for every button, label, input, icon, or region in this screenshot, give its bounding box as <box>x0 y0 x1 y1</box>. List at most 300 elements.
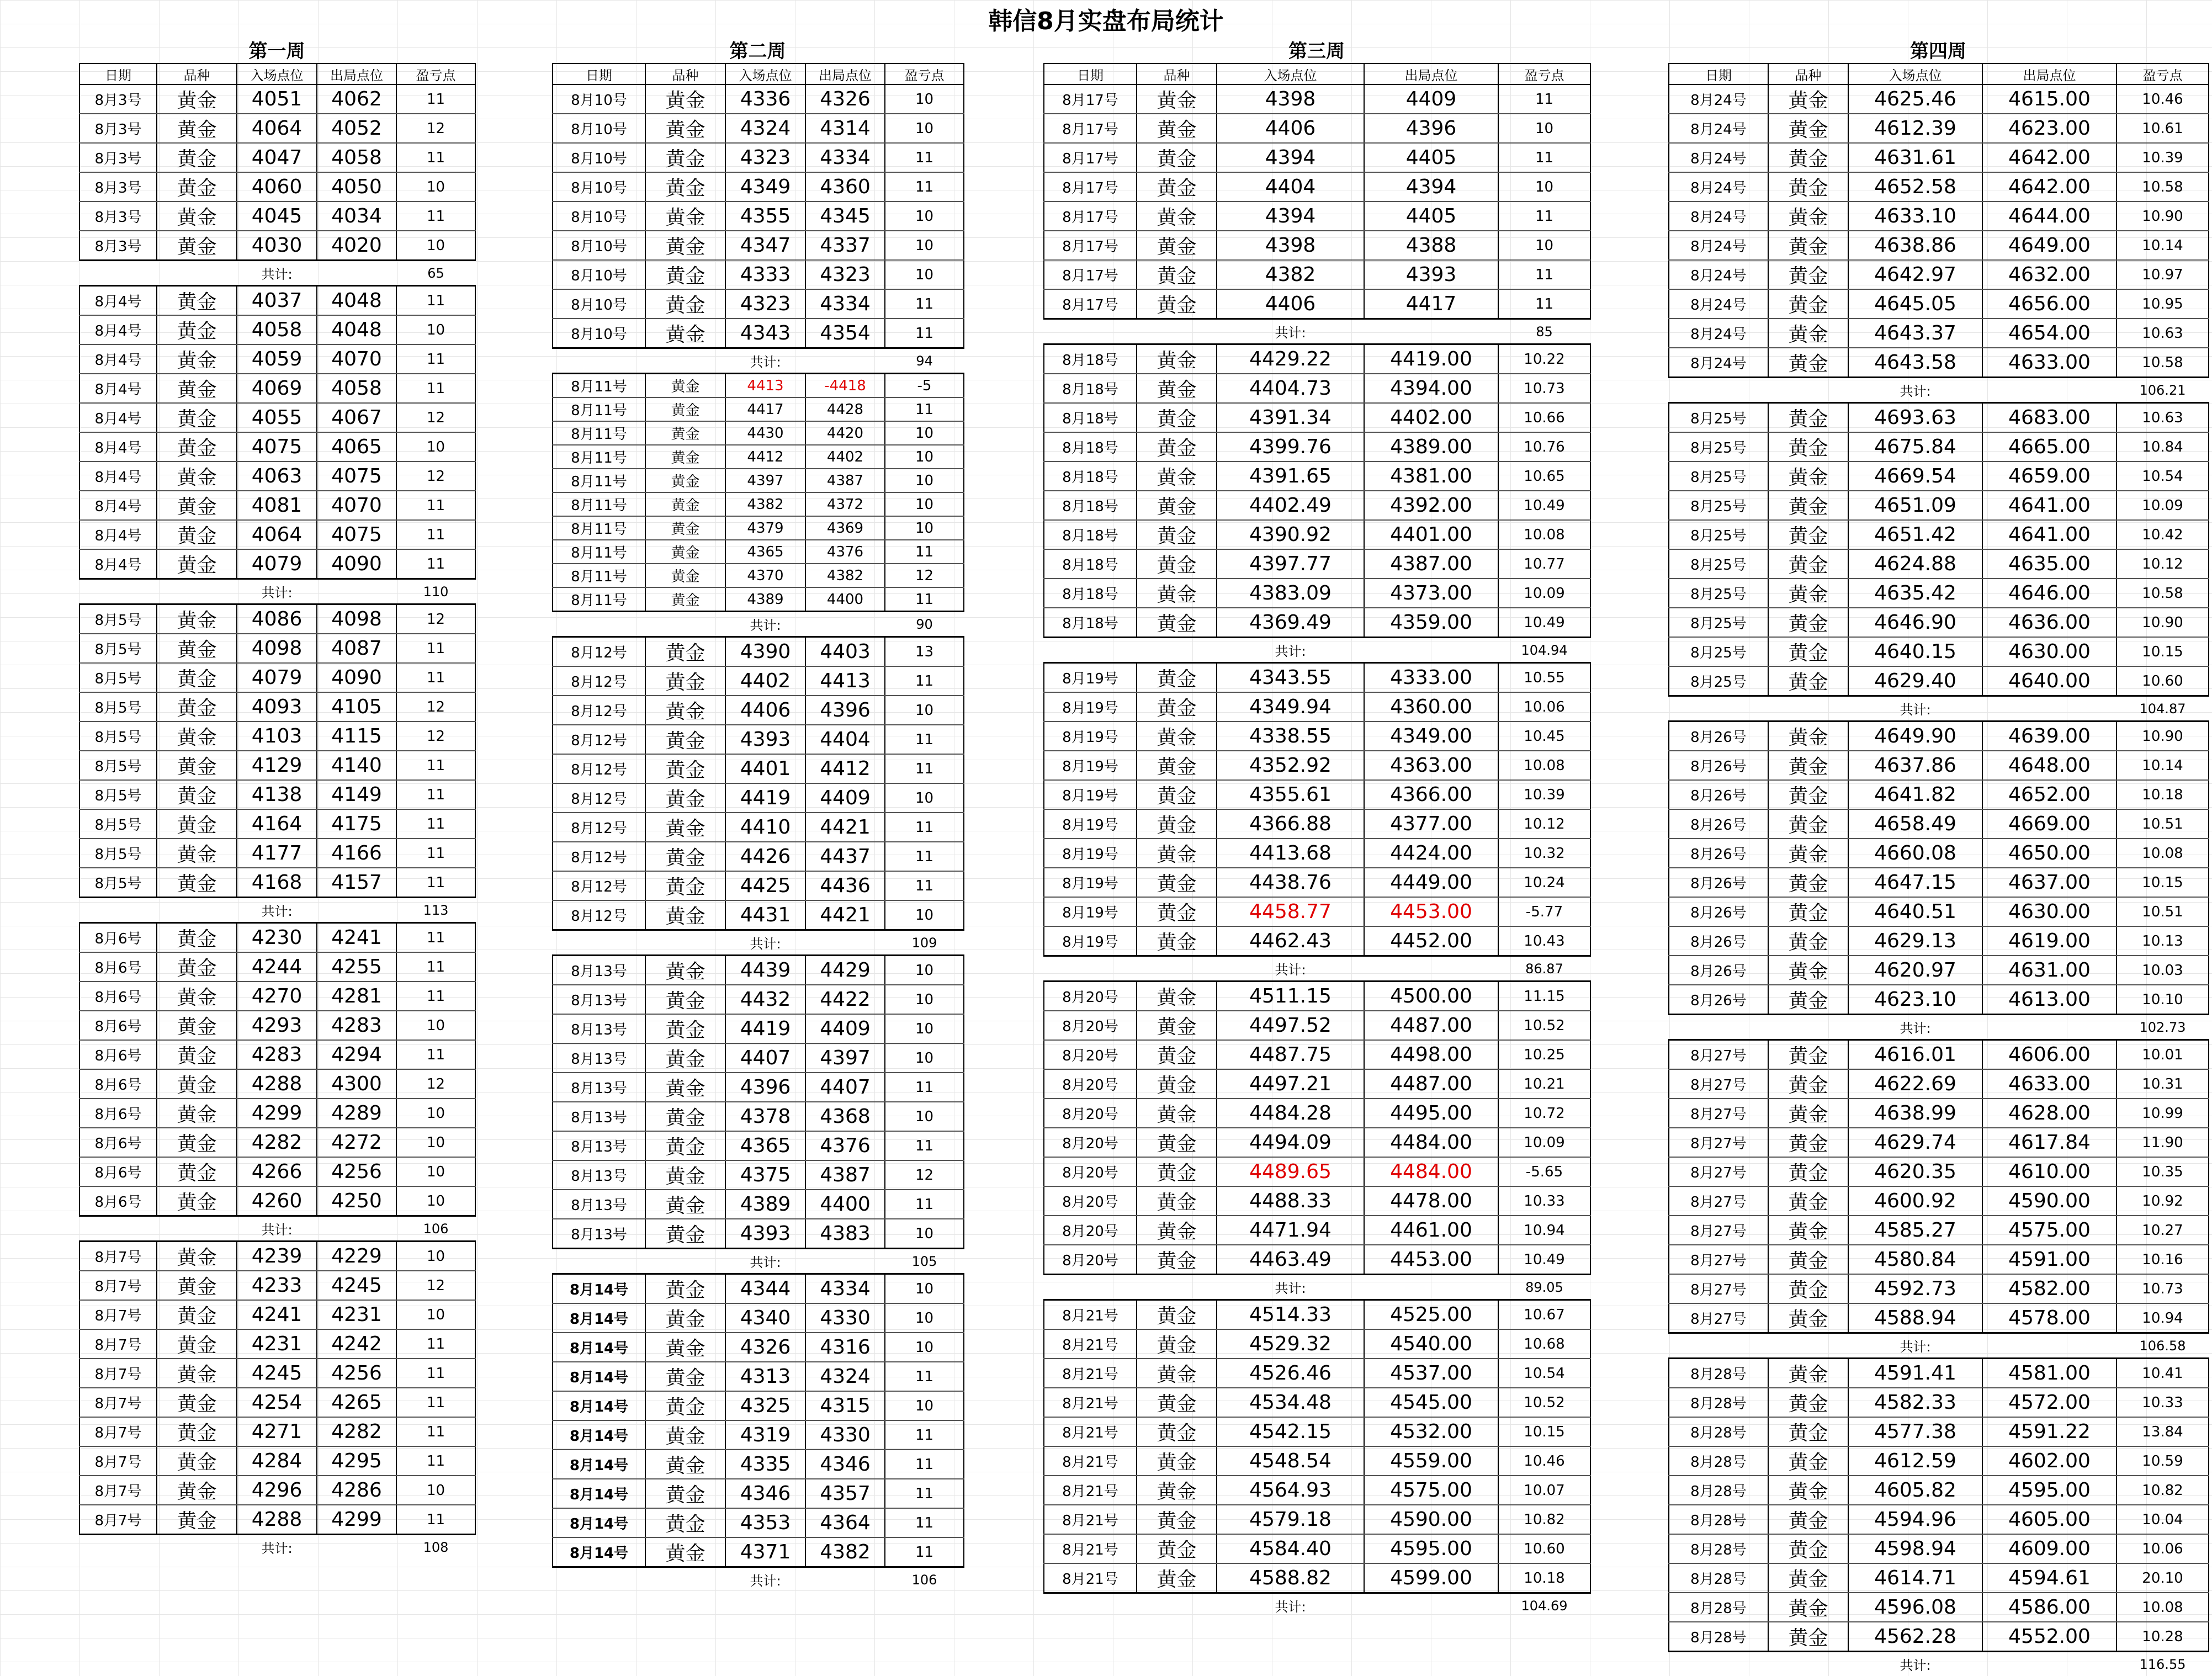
profit-points-cell: 11 <box>396 143 475 172</box>
exit-price-cell: 4453.00 <box>1364 897 1498 926</box>
trade-row <box>1044 1157 1590 1186</box>
exit-price-cell: 4048 <box>317 286 396 316</box>
date-cell: 8月24号 <box>1669 172 1768 201</box>
exit-price-cell: 4295 <box>317 1446 396 1476</box>
date-cell: 8月28号 <box>1669 1505 1768 1534</box>
profit-points-cell: 11 <box>1498 201 1590 231</box>
trade-row <box>79 1300 475 1329</box>
exit-price-cell: 4363.00 <box>1364 751 1498 780</box>
total-value: 113 <box>396 898 475 923</box>
profit-points-cell: 11 <box>1498 143 1590 172</box>
column-header: 日期 <box>553 63 645 84</box>
exit-price-cell: 4590.00 <box>1982 1186 2116 1216</box>
header-row <box>1669 63 2209 84</box>
trade-table <box>1668 63 2209 1676</box>
product-cell: 黄金 <box>1137 1446 1217 1476</box>
profit-points-cell: 11 <box>885 172 964 201</box>
trade-row <box>1669 1128 2209 1157</box>
profit-points-cell: 10 <box>396 1186 475 1216</box>
trade-row <box>1669 868 2209 897</box>
date-cell: 8月3号 <box>79 172 157 201</box>
product-cell: 黄金 <box>1137 897 1217 926</box>
product-cell: 黄金 <box>157 751 237 780</box>
product-cell: 黄金 <box>1768 462 1848 491</box>
entry-price-cell: 4336 <box>725 84 805 114</box>
total-spacer <box>1669 1015 1848 1040</box>
trade-row <box>79 1128 475 1157</box>
entry-price-cell: 4164 <box>237 809 317 839</box>
profit-points-cell: 11 <box>885 397 964 421</box>
product-cell: 黄金 <box>645 783 725 813</box>
date-cell: 8月10号 <box>553 231 645 260</box>
exit-price-cell: 4087 <box>317 634 396 663</box>
profit-points-cell: 10.97 <box>2116 260 2209 289</box>
entry-price-cell: 4588.82 <box>1217 1563 1364 1593</box>
entry-price-cell: 4355 <box>725 201 805 231</box>
exit-price-cell: 4404 <box>805 725 885 754</box>
entry-price-cell: 4383.09 <box>1217 579 1364 608</box>
date-cell: 8月7号 <box>79 1329 157 1359</box>
entry-price-cell: 4534.48 <box>1217 1388 1364 1417</box>
exit-price-cell: 4157 <box>317 868 396 898</box>
exit-price-cell: 4633.00 <box>1982 1069 2116 1099</box>
exit-price-cell: 4400 <box>805 587 885 612</box>
exit-price-cell: 4641.00 <box>1982 520 2116 549</box>
profit-points-cell: 11 <box>396 1417 475 1446</box>
date-cell: 8月24号 <box>1669 319 1768 348</box>
group-total-row <box>79 579 475 604</box>
total-value: 65 <box>396 261 475 286</box>
product-cell: 黄金 <box>645 1537 725 1567</box>
profit-points-cell: 10.35 <box>2116 1157 2209 1186</box>
trade-row <box>79 604 475 634</box>
date-cell: 8月24号 <box>1669 231 1768 260</box>
exit-price-cell: 4052 <box>317 114 396 143</box>
profit-points-cell: 10 <box>396 172 475 201</box>
total-value: 94 <box>885 348 964 374</box>
exit-price-cell: 4357 <box>805 1479 885 1508</box>
entry-price-cell: 4064 <box>237 114 317 143</box>
exit-price-cell: 4400 <box>805 1190 885 1219</box>
entry-price-cell: 4389 <box>725 587 805 612</box>
trade-row <box>79 1476 475 1505</box>
date-cell: 8月11号 <box>553 445 645 469</box>
date-cell: 8月12号 <box>553 813 645 842</box>
entry-price-cell: 4168 <box>237 868 317 898</box>
date-cell: 8月7号 <box>79 1446 157 1476</box>
product-cell: 黄金 <box>157 982 237 1011</box>
entry-price-cell: 4462.43 <box>1217 926 1364 956</box>
date-cell: 8月25号 <box>1669 549 1768 579</box>
total-label: 共计: <box>1217 1593 1364 1618</box>
week-4-block <box>1668 40 2208 1676</box>
exit-price-cell: 4640.00 <box>1982 666 2116 696</box>
exit-price-cell: 4665.00 <box>1982 432 2116 462</box>
product-cell: 黄金 <box>157 549 237 579</box>
entry-price-cell: 4271 <box>237 1417 317 1446</box>
total-value: 90 <box>885 612 964 637</box>
trade-row <box>1669 579 2209 608</box>
product-cell: 黄金 <box>157 1186 237 1216</box>
date-cell: 8月5号 <box>79 780 157 809</box>
trade-row <box>1669 637 2209 666</box>
product-cell: 黄金 <box>157 84 237 114</box>
date-cell: 8月24号 <box>1669 84 1768 114</box>
product-cell: 黄金 <box>645 1043 725 1073</box>
entry-price-cell: 4600.92 <box>1848 1186 1982 1216</box>
profit-points-cell: 10.99 <box>2116 1099 2209 1128</box>
total-label: 共计: <box>1848 1015 1982 1040</box>
week-1-block <box>79 40 475 1559</box>
date-cell: 8月10号 <box>553 260 645 289</box>
profit-points-cell: 10.84 <box>2116 432 2209 462</box>
product-cell: 黄金 <box>645 813 725 842</box>
product-cell: 黄金 <box>1137 780 1217 809</box>
date-cell: 8月14号 <box>553 1420 645 1450</box>
trade-row <box>1669 1040 2209 1070</box>
exit-price-cell: 4635.00 <box>1982 549 2116 579</box>
exit-price-cell: 4075 <box>317 462 396 491</box>
trade-row <box>79 1359 475 1388</box>
exit-price-cell: 4345 <box>805 201 885 231</box>
trade-row <box>79 84 475 114</box>
exit-price-cell: 4575.00 <box>1364 1476 1498 1505</box>
trade-row <box>553 842 964 871</box>
total-label: 共计: <box>725 930 805 956</box>
trade-row <box>79 722 475 751</box>
group-total-row <box>553 1249 964 1274</box>
date-cell: 8月13号 <box>553 1073 645 1102</box>
date-cell: 8月27号 <box>1669 1099 1768 1128</box>
profit-points-cell: 10.58 <box>2116 579 2209 608</box>
profit-points-cell: 10 <box>885 1043 964 1073</box>
total-label: 共计: <box>237 898 317 923</box>
product-cell: 黄金 <box>645 842 725 871</box>
trade-row <box>1044 1505 1590 1534</box>
entry-price-cell: 4338.55 <box>1217 722 1364 751</box>
product-cell: 黄金 <box>645 114 725 143</box>
date-cell: 8月24号 <box>1669 348 1768 378</box>
product-cell: 黄金 <box>157 374 237 403</box>
date-cell: 8月6号 <box>79 1099 157 1128</box>
product-cell: 黄金 <box>1137 1300 1217 1330</box>
column-header: 品种 <box>157 63 237 84</box>
date-cell: 8月6号 <box>79 982 157 1011</box>
trade-row <box>1044 1446 1590 1476</box>
date-cell: 8月7号 <box>79 1300 157 1329</box>
profit-points-cell: 10 <box>885 114 964 143</box>
trade-row <box>1669 172 2209 201</box>
date-cell: 8月11号 <box>553 469 645 492</box>
profit-points-cell: 10.76 <box>1498 432 1590 462</box>
date-cell: 8月18号 <box>1044 549 1137 579</box>
exit-price-cell: 4299 <box>317 1505 396 1535</box>
total-spacer <box>1669 1652 1848 1676</box>
exit-price-cell: 4437 <box>805 842 885 871</box>
total-label: 共计: <box>237 261 317 286</box>
exit-price-cell: 4417 <box>1364 289 1498 319</box>
trade-row <box>1044 172 1590 201</box>
profit-points-cell: 10.59 <box>2116 1446 2209 1476</box>
product-cell: 黄金 <box>1768 114 1848 143</box>
date-cell: 8月12号 <box>553 754 645 783</box>
date-cell: 8月4号 <box>79 432 157 462</box>
date-cell: 8月28号 <box>1669 1446 1768 1476</box>
entry-price-cell: 4432 <box>725 985 805 1014</box>
profit-points-cell: 10.60 <box>2116 666 2209 696</box>
trade-row <box>1669 549 2209 579</box>
product-cell: 黄金 <box>157 1417 237 1446</box>
exit-price-cell: 4330 <box>805 1303 885 1333</box>
profit-points-cell: 10.49 <box>1498 491 1590 520</box>
trade-row <box>1669 897 2209 926</box>
entry-price-cell: 4390.92 <box>1217 520 1364 549</box>
exit-price-cell: 4619.00 <box>1982 926 2116 956</box>
trade-row <box>1669 1505 2209 1534</box>
product-cell: 黄金 <box>1768 1128 1848 1157</box>
exit-price-cell: 4649.00 <box>1982 231 2116 260</box>
date-cell: 8月21号 <box>1044 1446 1137 1476</box>
trade-row <box>553 260 964 289</box>
product-cell: 黄金 <box>157 1040 237 1069</box>
trade-row <box>1044 751 1590 780</box>
product-cell: 黄金 <box>157 1242 237 1271</box>
profit-points-cell: 10.28 <box>2116 1622 2209 1652</box>
date-cell: 8月18号 <box>1044 344 1137 374</box>
trade-table <box>79 63 476 1559</box>
profit-points-cell: 10.25 <box>1498 1040 1590 1069</box>
exit-price-cell: 4387.00 <box>1364 549 1498 579</box>
profit-points-cell: 11 <box>396 201 475 231</box>
exit-price-cell: 4429 <box>805 956 885 985</box>
product-cell: 黄金 <box>1137 1505 1217 1534</box>
entry-price-cell: 4398 <box>1217 84 1364 114</box>
trade-row <box>553 666 964 696</box>
trade-row <box>1669 666 2209 696</box>
exit-price-cell: 4487.00 <box>1364 1069 1498 1099</box>
entry-price-cell: 4651.09 <box>1848 491 1982 520</box>
trade-row <box>553 871 964 900</box>
exit-price-cell: 4654.00 <box>1982 319 2116 348</box>
trade-row <box>1669 520 2209 549</box>
profit-points-cell: 10.10 <box>2116 985 2209 1015</box>
exit-price-cell: 4630.00 <box>1982 897 2116 926</box>
product-cell: 黄金 <box>157 1505 237 1535</box>
date-cell: 8月20号 <box>1044 1216 1137 1245</box>
entry-price-cell: 4324 <box>725 114 805 143</box>
entry-price-cell: 4296 <box>237 1476 317 1505</box>
entry-price-cell: 4059 <box>237 344 317 374</box>
date-cell: 8月25号 <box>1669 520 1768 549</box>
exit-price-cell: 4613.00 <box>1982 985 2116 1015</box>
profit-points-cell: 20.10 <box>2116 1563 2209 1593</box>
entry-price-cell: 4629.74 <box>1848 1128 1982 1157</box>
exit-price-cell: 4572.00 <box>1982 1388 2116 1417</box>
total-value: 102.73 <box>2116 1015 2209 1040</box>
exit-price-cell: 4656.00 <box>1982 289 2116 319</box>
date-cell: 8月4号 <box>79 403 157 432</box>
product-cell: 黄金 <box>1768 1245 1848 1274</box>
trade-row <box>1044 839 1590 868</box>
trade-row <box>79 462 475 491</box>
date-cell: 8月4号 <box>79 286 157 316</box>
product-cell: 黄金 <box>645 445 725 469</box>
exit-price-cell: 4388 <box>1364 231 1498 260</box>
entry-price-cell: 4669.54 <box>1848 462 1982 491</box>
product-cell: 黄金 <box>157 663 237 692</box>
profit-points-cell: 10 <box>885 1333 964 1362</box>
trade-row <box>1669 1069 2209 1099</box>
profit-points-cell: 12 <box>396 1069 475 1099</box>
total-spacer <box>1044 1593 1217 1618</box>
product-cell: 黄金 <box>1768 231 1848 260</box>
total-spacer <box>1364 638 1498 663</box>
profit-points-cell: 10.60 <box>1498 1534 1590 1563</box>
exit-price-cell: 4605.00 <box>1982 1505 2116 1534</box>
profit-points-cell: 10.08 <box>1498 751 1590 780</box>
header-row <box>79 63 475 84</box>
group-total-row <box>553 348 964 374</box>
product-cell: 黄金 <box>1137 520 1217 549</box>
trade-row <box>1669 1417 2209 1446</box>
exit-price-cell: 4294 <box>317 1040 396 1069</box>
total-value: 89.05 <box>1498 1275 1590 1300</box>
product-cell: 黄金 <box>1137 231 1217 260</box>
exit-price-cell: 4421 <box>805 813 885 842</box>
exit-price-cell: 4615.00 <box>1982 84 2116 114</box>
total-spacer <box>1982 1333 2116 1359</box>
product-cell: 黄金 <box>645 1073 725 1102</box>
date-cell: 8月11号 <box>553 516 645 540</box>
trade-row <box>1044 1300 1590 1330</box>
exit-price-cell: 4422 <box>805 985 885 1014</box>
entry-price-cell: 4075 <box>237 432 317 462</box>
date-cell: 8月6号 <box>79 1186 157 1216</box>
trade-row <box>553 540 964 564</box>
exit-price-cell: 4373.00 <box>1364 579 1498 608</box>
total-spacer <box>553 348 725 374</box>
date-cell: 8月17号 <box>1044 231 1137 260</box>
exit-price-cell: 4610.00 <box>1982 1157 2116 1186</box>
entry-price-cell: 4640.15 <box>1848 637 1982 666</box>
total-label: 共计: <box>237 1216 317 1242</box>
date-cell: 8月28号 <box>1669 1622 1768 1652</box>
total-spacer <box>1044 956 1217 982</box>
entry-price-cell: 4406 <box>725 696 805 725</box>
trade-row <box>79 1242 475 1271</box>
profit-points-cell: 10.73 <box>2116 1274 2209 1303</box>
total-spacer <box>1669 696 1848 722</box>
trade-row <box>1044 897 1590 926</box>
date-cell: 8月19号 <box>1044 751 1137 780</box>
entry-price-cell: 4635.42 <box>1848 579 1982 608</box>
exit-price-cell: 4058 <box>317 374 396 403</box>
product-cell: 黄金 <box>1137 549 1217 579</box>
trade-row <box>553 374 964 398</box>
profit-points-cell: 10.33 <box>2116 1388 2209 1417</box>
profit-points-cell: 11 <box>885 1508 964 1537</box>
trade-row <box>1669 260 2209 289</box>
trade-row <box>553 1508 964 1537</box>
profit-points-cell: 10.08 <box>2116 839 2209 868</box>
entry-price-cell: 4592.73 <box>1848 1274 1982 1303</box>
trade-row <box>79 839 475 868</box>
product-cell: 黄金 <box>1768 1303 1848 1333</box>
product-cell: 黄金 <box>157 143 237 172</box>
date-cell: 8月14号 <box>553 1303 645 1333</box>
date-cell: 8月18号 <box>1044 374 1137 403</box>
date-cell: 8月13号 <box>553 1131 645 1160</box>
profit-points-cell: 10.15 <box>1498 1417 1590 1446</box>
group-total-row <box>1044 638 1590 663</box>
product-cell: 黄金 <box>645 143 725 172</box>
product-cell: 黄金 <box>1137 201 1217 231</box>
date-cell: 8月25号 <box>1669 432 1768 462</box>
product-cell: 黄金 <box>645 564 725 587</box>
profit-points-cell: 11 <box>396 549 475 579</box>
trade-row <box>553 1219 964 1249</box>
column-header: 盈亏点 <box>2116 63 2209 84</box>
trade-row <box>1669 1274 2209 1303</box>
product-cell: 黄金 <box>1768 1417 1848 1446</box>
entry-price-cell: 4438.76 <box>1217 868 1364 897</box>
trade-row <box>79 1417 475 1446</box>
product-cell: 黄金 <box>645 1160 725 1190</box>
exit-price-cell: 4381.00 <box>1364 462 1498 491</box>
date-cell: 8月5号 <box>79 663 157 692</box>
trade-row <box>1669 956 2209 985</box>
trade-row <box>79 549 475 579</box>
profit-points-cell: 10.16 <box>2116 1245 2209 1274</box>
product-cell: 黄金 <box>645 871 725 900</box>
trade-row <box>553 1190 964 1219</box>
trade-row <box>1044 663 1590 693</box>
product-cell: 黄金 <box>1768 1216 1848 1245</box>
column-header: 入场点位 <box>1848 63 1982 84</box>
exit-price-cell: 4140 <box>317 751 396 780</box>
entry-price-cell: 4620.35 <box>1848 1157 1982 1186</box>
group-total-row <box>79 1216 475 1242</box>
exit-price-cell: 4617.84 <box>1982 1128 2116 1157</box>
product-cell: 黄金 <box>1768 1446 1848 1476</box>
exit-price-cell: 4537.00 <box>1364 1359 1498 1388</box>
product-cell: 黄金 <box>157 634 237 663</box>
exit-price-cell: 4250 <box>317 1186 396 1216</box>
date-cell: 8月4号 <box>79 549 157 579</box>
profit-points-cell: 11 <box>885 1479 964 1508</box>
product-cell: 黄金 <box>1768 84 1848 114</box>
exit-price-cell: 4283 <box>317 1011 396 1040</box>
profit-points-cell: 10.12 <box>2116 549 2209 579</box>
product-cell: 黄金 <box>157 491 237 520</box>
entry-price-cell: 4230 <box>237 923 317 953</box>
product-cell: 黄金 <box>645 900 725 930</box>
entry-price-cell: 4369.49 <box>1217 608 1364 638</box>
entry-price-cell: 4347 <box>725 231 805 260</box>
trade-row <box>1044 403 1590 432</box>
trade-row <box>1669 432 2209 462</box>
product-cell: 黄金 <box>1137 1388 1217 1417</box>
total-spacer <box>317 1216 396 1242</box>
profit-points-cell: 10 <box>885 1219 964 1249</box>
date-cell: 8月21号 <box>1044 1505 1137 1534</box>
entry-price-cell: 4487.75 <box>1217 1040 1364 1069</box>
entry-price-cell: 4379 <box>725 516 805 540</box>
date-cell: 8月26号 <box>1669 956 1768 985</box>
date-cell: 8月18号 <box>1044 520 1137 549</box>
date-cell: 8月24号 <box>1669 114 1768 143</box>
entry-price-cell: 4625.46 <box>1848 84 1982 114</box>
